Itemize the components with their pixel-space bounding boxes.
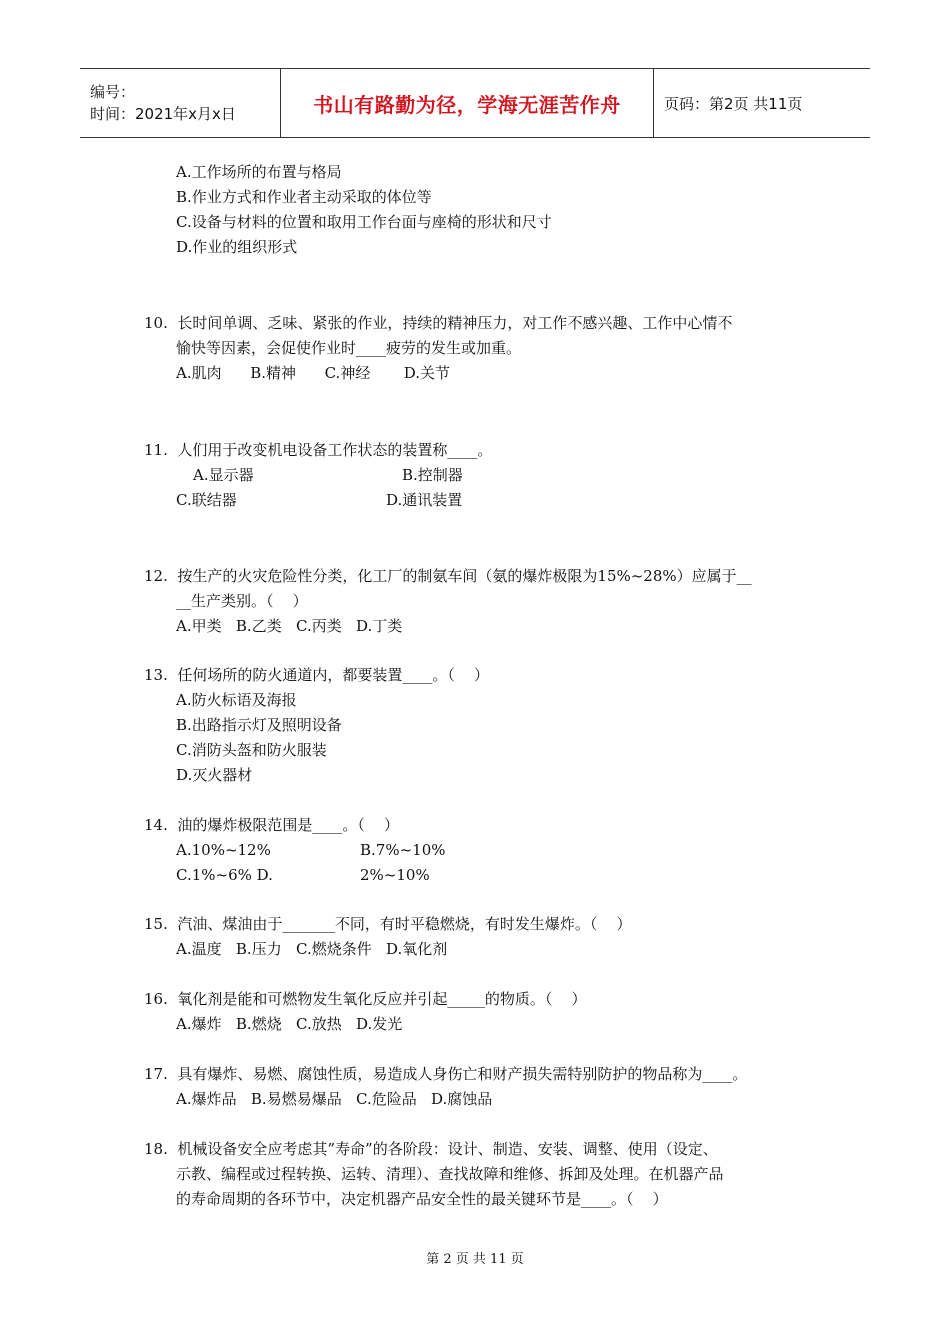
question-18-cont: 的寿命周期的各环节中，决定机器产品安全性的最关键环节是____。（ ） bbox=[176, 1190, 668, 1208]
question-16: 16. 氧化剂是能和可燃物发生氧化反应并引起_____的物质。（ ） bbox=[144, 990, 587, 1008]
option-line: A.显示器 bbox=[193, 466, 254, 484]
option-line: D.通讯装置 bbox=[386, 491, 463, 509]
option-line: C.消防头盔和防火服装 bbox=[176, 741, 327, 759]
option-line: A.防火标语及海报 bbox=[176, 691, 297, 709]
option-line: A.工作场所的布置与格局 bbox=[176, 163, 342, 181]
option-line: C.1%~6% D. bbox=[176, 866, 273, 884]
question-15-options: A.温度 B.压力 C.燃烧条件 D.氧化剂 bbox=[176, 940, 448, 958]
question-10-cont: 愉快等因素，会促使作业时____疲劳的发生或加重。 bbox=[176, 339, 522, 357]
question-14: 14. 油的爆炸极限范围是____。（ ） bbox=[144, 816, 399, 834]
question-18: 18. 机械设备安全应考虑其”寿命”的各阶段：设计、制造、安装、调整、使用（设定、 bbox=[144, 1140, 718, 1158]
time-label: 时间：2021年x月x日 bbox=[90, 105, 236, 123]
page-info: 页码：第2页 共11页 bbox=[664, 94, 803, 113]
question-11: 11. 人们用于改变机电设备工作状态的装置称____。 bbox=[144, 441, 493, 459]
question-10-options: A.肌肉 B.精神 C.神经 D.关节 bbox=[176, 364, 450, 382]
question-12: 12. 按生产的火灾危险性分类，化工厂的制氨车间（氨的爆炸极限为15%~28%）应属于__ bbox=[144, 567, 752, 585]
option-line: B.控制器 bbox=[402, 466, 463, 484]
question-12-cont: __生产类别。（ ） bbox=[176, 592, 308, 610]
page-footer: 第 2 页 共 11 页 bbox=[426, 1252, 524, 1267]
question-10: 10. 长时间单调、乏味、紧张的作业，持续的精神压力，对工作不感兴趣、工作中心情不 bbox=[144, 314, 733, 332]
option-line: B.作业方式和作业者主动采取的体位等 bbox=[176, 188, 432, 206]
option-line: A.10%~12% bbox=[176, 841, 271, 859]
option-line: B.出路指示灯及照明设备 bbox=[176, 716, 342, 734]
question-17: 17. 具有爆炸、易燃、腐蚀性质，易造成人身伤亡和财产损失需特别防护的物品称为____。 bbox=[144, 1065, 748, 1083]
option-line: D.作业的组织形式 bbox=[176, 238, 298, 256]
question-18-cont: 示教、编程或过程转换、运转、清理）、查找故障和维修、拆卸及处理。在机器产品 bbox=[176, 1165, 724, 1183]
motto: 书山有路勤为径，学海无涯苦作舟 bbox=[313, 92, 621, 117]
number-label: 编号： bbox=[90, 83, 136, 101]
question-12-options: A.甲类 B.乙类 C.丙类 D.丁类 bbox=[176, 617, 403, 635]
question-16-options: A.爆炸 B.燃烧 C.放热 D.发光 bbox=[176, 1015, 403, 1033]
header-page-info bbox=[654, 69, 870, 137]
option-line: C.联结器 bbox=[176, 491, 237, 509]
option-line: C.设备与材料的位置和取用工作台面与座椅的形状和尺寸 bbox=[176, 213, 552, 231]
question-17-options: A.爆炸品 B.易燃易爆品 C.危险品 D.腐蚀品 bbox=[176, 1090, 493, 1108]
question-15: 15. 汽油、煤油由于_______不同，有时平稳燃烧，有时发生爆炸。（ ） bbox=[144, 915, 632, 933]
option-line: B.7%~10% bbox=[360, 841, 446, 859]
header-motto-cell bbox=[280, 69, 654, 137]
option-line: 2%~10% bbox=[360, 866, 430, 884]
question-13: 13. 任何场所的防火通道内，都要装置____。（ ） bbox=[144, 666, 489, 684]
header-left bbox=[80, 69, 280, 137]
option-line: D.灭火器材 bbox=[176, 766, 253, 784]
page-header bbox=[80, 68, 870, 138]
